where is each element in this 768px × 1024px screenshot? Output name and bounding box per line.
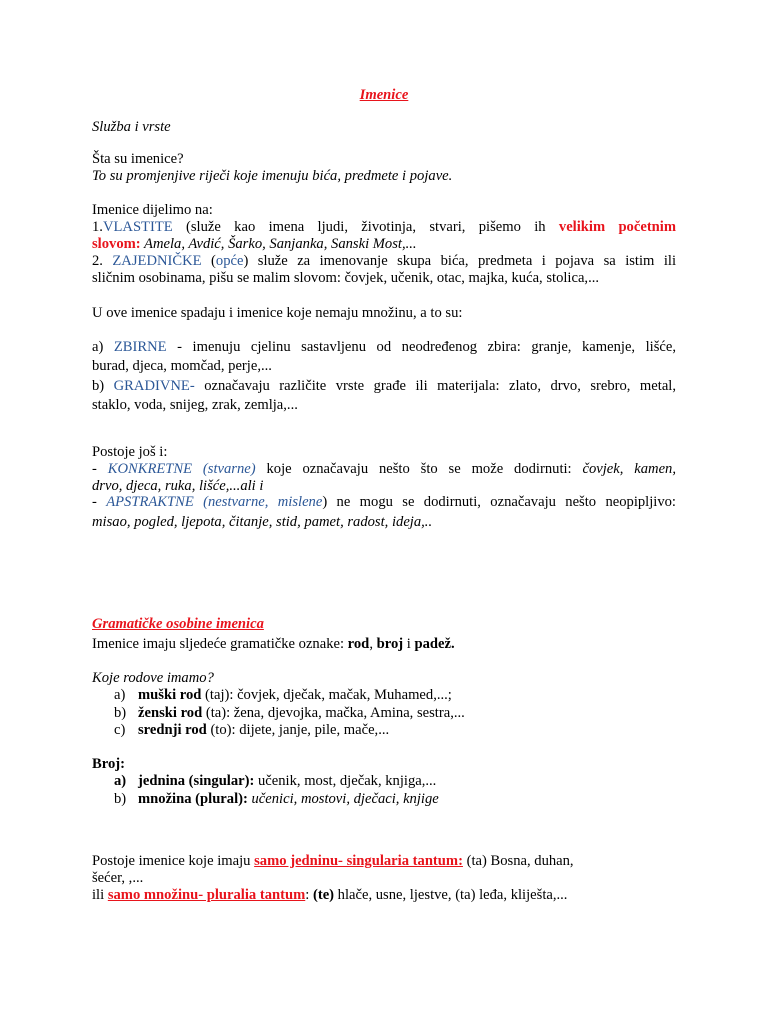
- plural-intro: U ove imenice spadaju i imenice koje nemaju množinu, a to su:: [92, 305, 463, 321]
- answer: To su promjenjive riječi koje imenuju bića, predmete i pojave.: [92, 168, 453, 184]
- term-konkretne: KONKRETNE (stvarne): [107, 461, 256, 477]
- question: Šta su imenice?: [92, 151, 184, 167]
- term-vlastite: VLASTITE: [102, 219, 173, 235]
- term-gradivne: GRADIVNE-: [113, 378, 195, 394]
- list-item: a) muški rod (taj): čovjek, dječak, mačak, Muhamed,...;: [114, 687, 452, 703]
- singularia-line-2: šećer, ,...: [92, 870, 144, 886]
- zajednicke-line-2: sličnim osobinama, pišu se malim slovom: čovjek, učenik, otac, majka, kuća, stolica,...: [92, 270, 600, 286]
- singularia-tantum: samo jedninu- singularia tantum:: [254, 853, 463, 869]
- number-heading: Broj:: [92, 756, 125, 772]
- zajednicke-line-1: 2. ZAJEDNIČKE (opće) služe za imenovanje skupa bića, predmeta i pojava sa istim ili: [92, 253, 676, 269]
- subtitle: Služba i vrste: [92, 119, 171, 135]
- division-intro: Imenice dijelimo na:: [92, 202, 213, 218]
- pluralia-line: ili samo množinu- pluralia tantum: (te) hlače, usne, ljestve, (ta) leđa, kliješta,...: [92, 887, 568, 903]
- also-intro: Postoje još i:: [92, 444, 168, 460]
- zbirne-line-2: burad, djeca, momčad, perje,...: [92, 358, 272, 374]
- vlastite-line-2: slovom: Amela, Avdić, Šarko, Sanjanka, Sanski Most,...: [92, 236, 417, 252]
- term-zbirne: ZBIRNE: [113, 339, 167, 355]
- konkretne-line-2: drvo, djeca, ruka, lišće,...ali i: [92, 478, 264, 494]
- konkretne-line-1: - KONKRETNE (stvarne) koje označavaju nešto što se može dodirnuti: čovjek, kamen,: [92, 461, 676, 477]
- singularia-line-1: Postoje imenice koje imaju samo jedninu- singularia tantum: (ta) Bosna, duhan,: [92, 853, 574, 869]
- term-apstraktne: APSTRAKTNE (nestvarne, mislene: [106, 494, 323, 510]
- list-item: c) srednji rod (to): dijete, janje, pile, mače,...: [114, 722, 390, 738]
- list-item: b) množina (plural): učenici, mostovi, dječaci, knjige: [114, 791, 439, 807]
- apstraktne-line-1: - APSTRAKTNE (nestvarne, mislene) ne mogu se dodirnuti, označavaju nešto neopipljivo:: [92, 494, 676, 510]
- section-title-grammar: Gramatičke osobine imenica: [92, 616, 264, 632]
- gradivne-line-2: staklo, voda, snijeg, zrak, zemlja,...: [92, 397, 298, 413]
- grammar-intro: Imenice imaju sljedeće gramatičke oznake: rod, broj i padež.: [92, 636, 455, 652]
- list-item: b) ženski rod (ta): žena, djevojka, mačka, Amina, sestra,...: [114, 705, 465, 721]
- page-title: Imenice: [359, 87, 409, 103]
- gradivne-line-1: b) GRADIVNE- označavaju različite vrste građe ili materijala: zlato, drvo, srebro, metal,: [92, 378, 676, 394]
- zbirne-line-1: a) ZBIRNE - imenuju cjelinu sastavljenu od neodređenog zbira: granje, kamenje, lišće,: [92, 339, 676, 355]
- list-item: a) jednina (singular): učenik, most, dječak, knjiga,...: [114, 773, 437, 789]
- term-zajednicke: ZAJEDNIČKE: [112, 253, 202, 269]
- pluralia-tantum: samo množinu- pluralia tantum: [107, 887, 306, 903]
- gender-question: Koje rodove imamo?: [92, 670, 214, 686]
- apstraktne-line-2: misao, pogled, ljepota, čitanje, stid, pamet, radost, ideja,..: [92, 514, 433, 530]
- vlastite-line-1: 1.VLASTITE (služe kao imena ljudi, životinja, stvari, pišemo ih velikim početnim: [92, 219, 677, 235]
